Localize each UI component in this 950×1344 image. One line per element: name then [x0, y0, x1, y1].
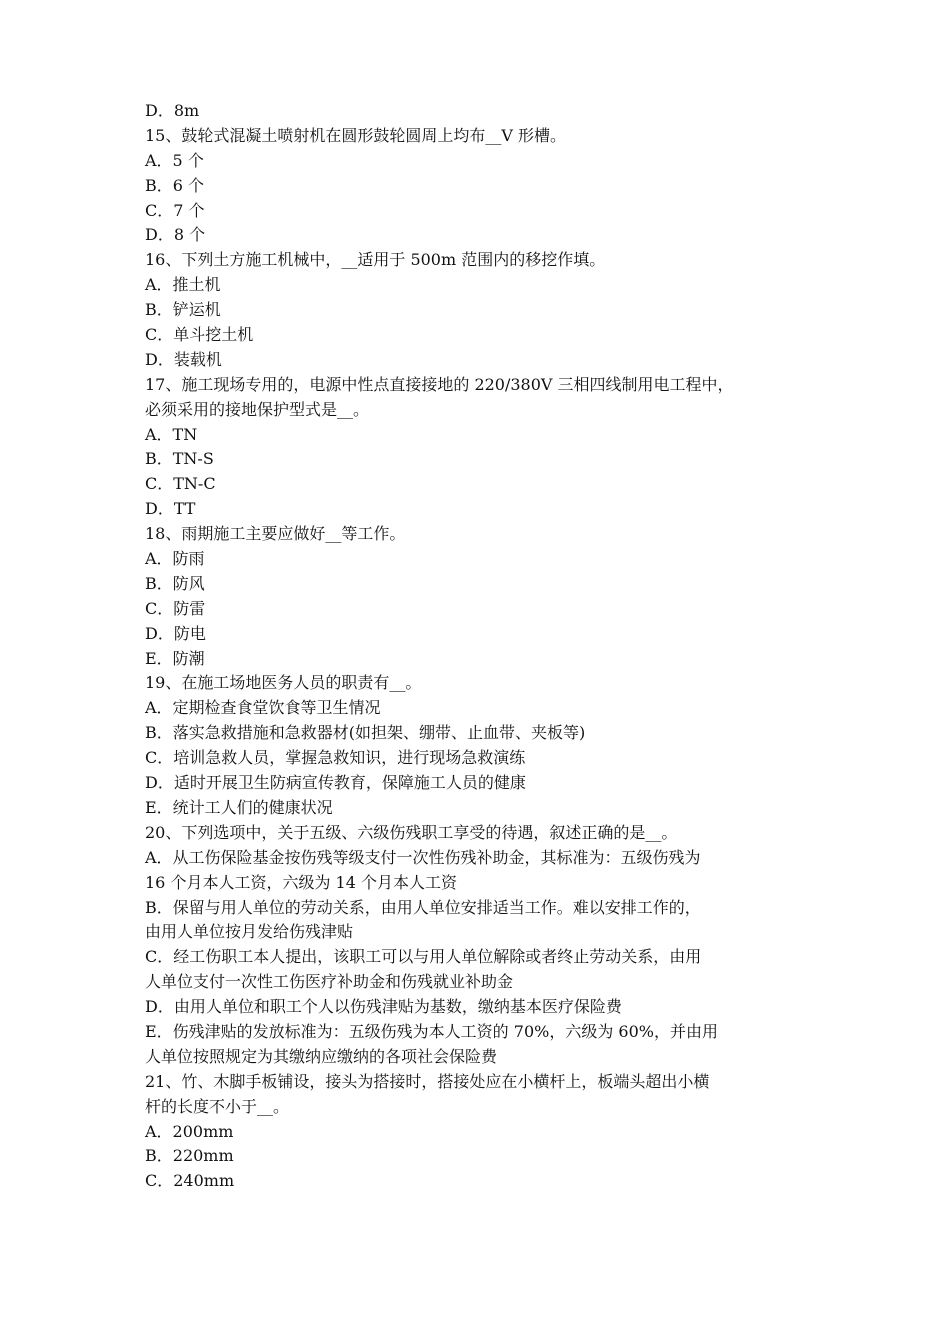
document-page: [145, 99, 817, 1194]
option-c-q16: C．单斗挖土机: [145, 325, 254, 345]
option-b-q17: B．TN-S: [145, 449, 214, 469]
option-e-q20-line2: 人单位按照规定为其缴纳应缴纳的各项社会保险费: [145, 1046, 498, 1066]
option-c-q20-line2: 人单位支付一次性工伤医疗补助金和伤残就业补助金: [145, 972, 514, 992]
option-d-q16: D．装载机: [145, 349, 222, 369]
option-c-q18: C．防雷: [145, 598, 206, 618]
option-a-q16: A．推土机: [145, 275, 221, 295]
option-b-q20-line1: B．保留与用人单位的劳动关系，由用人单位安排适当工作。难以安排工作的，: [145, 897, 701, 917]
option-b-q20-line2: 由用人单位按月发给伤残津贴: [145, 922, 354, 942]
option-a-q19: A．定期检查食堂饮食等卫生情况: [145, 698, 381, 718]
question-21-line1: 21、竹、木脚手板铺设，接头为搭接时，搭接处应在小横杆上，板端头超出小横: [145, 1071, 710, 1091]
question-19: 19、在施工场地医务人员的职责有__。: [145, 673, 422, 693]
option-c-q21: C．240mm: [145, 1171, 235, 1191]
option-a-q15: A．5 个: [145, 150, 204, 170]
option-d-q20: D．由用人单位和职工个人以伤残津贴为基数，缴纳基本医疗保险费: [145, 997, 622, 1017]
option-e-q19: E．统计工人们的健康状况: [145, 797, 333, 817]
option-b-q16: B．铲运机: [145, 300, 221, 320]
question-16: 16、下列土方施工机械中，__适用于 500m 范围内的移挖作填。: [145, 250, 606, 270]
option-b-q18: B．防风: [145, 573, 205, 593]
option-d-q17: D．TT: [145, 499, 196, 519]
option-b-q21: B．220mm: [145, 1146, 234, 1166]
question-21-line2: 杆的长度不小于__。: [145, 1096, 290, 1116]
option-b-q15: B．6 个: [145, 175, 205, 195]
option-c-q15: C．7 个: [145, 200, 205, 220]
question-17-line1: 17、施工现场专用的，电源中性点直接接地的 220/380V 三相四线制用电工程中，: [145, 374, 734, 394]
option-a-q18: A．防雨: [145, 549, 205, 569]
question-15: 15、鼓轮式混凝土喷射机在圆形鼓轮圆周上均布__V 形槽。: [145, 125, 567, 145]
question-18: 18、雨期施工主要应做好__等工作。: [145, 524, 406, 544]
question-20: 20、下列选项中，关于五级、六级伤残职工享受的待遇，叙述正确的是__。: [145, 822, 678, 842]
option-d-q14: D．8m: [145, 101, 200, 120]
option-c-q19: C．培训急救人员，掌握急救知识，进行现场急救演练: [145, 748, 526, 768]
option-a-q20-line1: A．从工伤保险基金按伤残等级支付一次性伤残补助金，其标准为：五级伤残为: [145, 847, 701, 867]
option-c-q20-line1: C．经工伤职工本人提出，该职工可以与用人单位解除或者终止劳动关系，由用: [145, 947, 702, 967]
option-a-q21: A．200mm: [145, 1121, 234, 1141]
option-a-q17: A．TN: [145, 424, 198, 444]
option-a-q20-line2: 16 个月本人工资，六级为 14 个月本人工资: [145, 872, 457, 892]
option-d-q19: D．适时开展卫生防病宣传教育，保障施工人员的健康: [145, 773, 526, 793]
option-e-q20-line1: E．伤残津贴的发放标准为：五级伤残为本人工资的 70%，六级为 60%，并由用: [145, 1021, 718, 1041]
option-c-q17: C．TN-C: [145, 474, 216, 494]
option-d-q15: D．8 个: [145, 225, 206, 245]
option-e-q18: E．防潮: [145, 648, 205, 668]
option-d-q18: D．防电: [145, 623, 206, 643]
question-17-line2: 必须采用的接地保护型式是__。: [145, 399, 370, 419]
option-b-q19: B．落实急救措施和急救器材(如担架、绷带、止血带、夹板等): [145, 723, 586, 743]
